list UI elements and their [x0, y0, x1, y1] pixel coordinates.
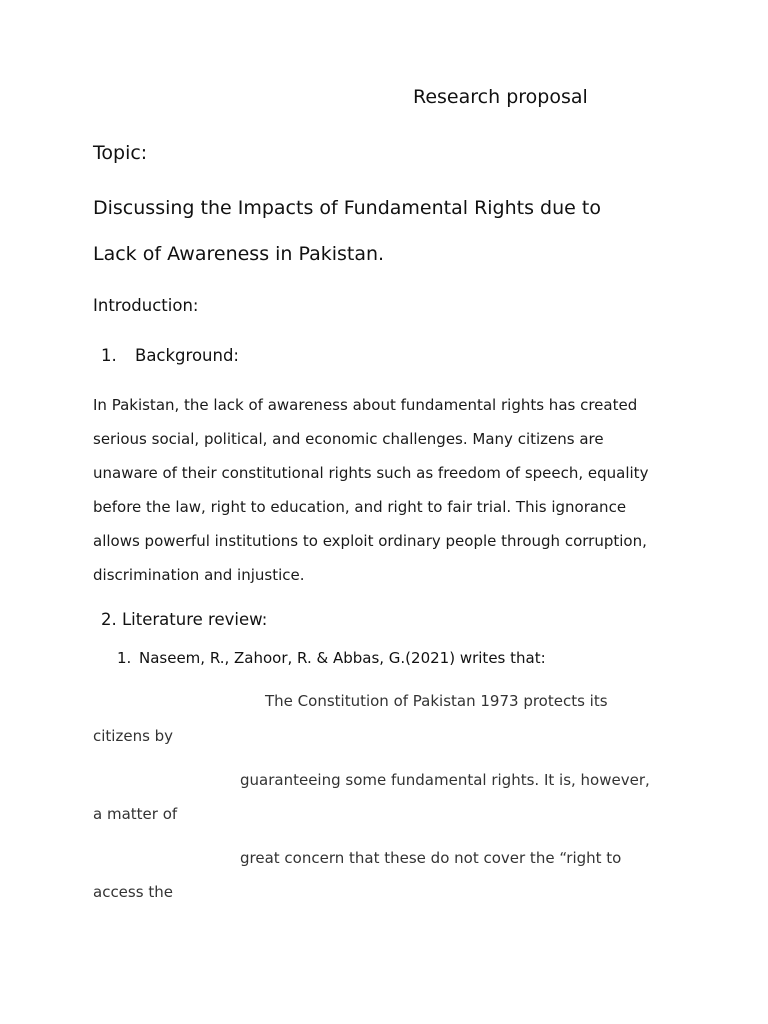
introduction-heading: Introduction: [93, 296, 199, 315]
quote-line: citizens by [93, 727, 174, 745]
background-number: 1. [101, 346, 117, 365]
citation-text: Naseem, R., Zahoor, R. & Abbas, G.(2021) writes that: [139, 649, 546, 667]
background-paragraph-line: In Pakistan, the lack of awareness about fundamental rights has created [93, 396, 638, 414]
background-paragraph-line: allows powerful institutions to exploit ordinary people through corruption, [93, 532, 647, 550]
background-paragraph-line: unaware of their constitutional rights such as freedom of speech, equality [93, 464, 649, 482]
citation-number: 1. [117, 649, 132, 667]
background-paragraph-line: discrimination and injustice. [93, 566, 305, 584]
background-paragraph-line: before the law, right to education, and right to fair trial. This ignorance [93, 498, 627, 516]
quote-line: access the [93, 883, 173, 901]
background-heading: Background: [135, 346, 239, 365]
quote-line: guaranteeing some fundamental rights. It is, however, [240, 771, 650, 789]
quote-line: a matter of [93, 805, 178, 823]
topic-line: Lack of Awareness in Pakistan. [93, 243, 385, 265]
quote-line: The Constitution of Pakistan 1973 protects its [265, 692, 608, 710]
quote-line: great concern that these do not cover the “right to [240, 849, 622, 867]
document-title: Research proposal [413, 86, 588, 108]
background-paragraph-line: serious social, political, and economic challenges. Many citizens are [93, 430, 604, 448]
topic-line: Discussing the Impacts of Fundamental Rights due to [93, 197, 601, 219]
literature-review-heading: 2. Literature review: [101, 610, 268, 629]
topic-label: Topic: [93, 142, 148, 164]
